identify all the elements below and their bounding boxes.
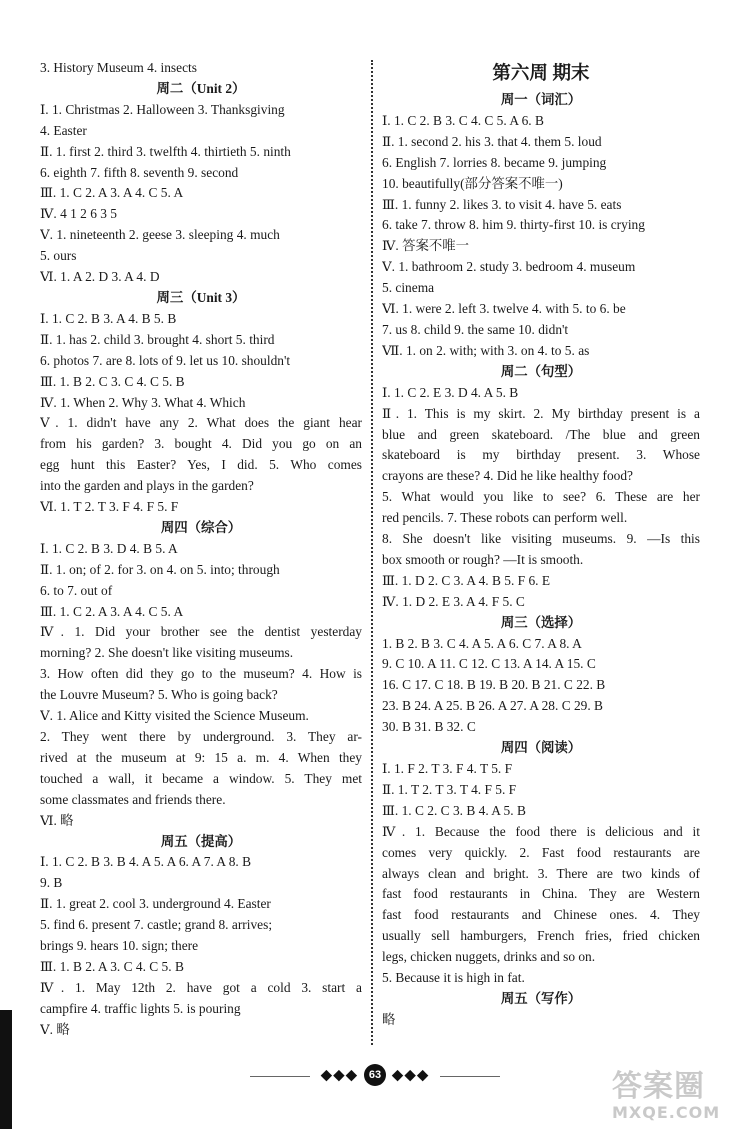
footer-diamonds-right: ◆◆◆ [391, 1065, 430, 1084]
answer-line: Ⅲ. 1. funny 2. likes 3. to visit 4. have 5. eats [382, 196, 622, 212]
answer-line: Ⅳ. 1. Did your brother see the dentist yesterday [40, 624, 362, 640]
answer-line: Ⅶ. 1. on 2. with; with 3. on 4. to 5. as [382, 342, 590, 358]
answer-line: Ⅳ. 1. May 12th 2. have got a cold 3. start a [40, 979, 362, 995]
answer-line: usually sell hamburgers, French fries, fried chicken [382, 928, 700, 944]
answer-line: rived at the museum at 9: 15 a. m. 4. When they [40, 749, 362, 765]
section-heading: 周五（提高） [160, 833, 242, 849]
answer-line: Ⅴ. 1. bathroom 2. study 3. bedroom 4. museum [382, 259, 636, 275]
answer-line: 8. She doesn't like visiting museums. 9. —Is this [382, 531, 700, 547]
section-heading: 周三（选择） [500, 614, 582, 630]
watermark-url: MXQE.COM [612, 1103, 721, 1122]
right-column-body [382, 90, 700, 1031]
answer-line: Ⅰ. 1. C 2. B 3. C 4. C 5. A 6. B [382, 112, 544, 128]
answer-line: Ⅱ. 1. great 2. cool 3. underground 4. Easter [40, 896, 271, 912]
page-edge-bar [0, 1010, 12, 1129]
answer-line: comes very quickly. 2. Fast food restaurants are [382, 844, 700, 860]
answer-line: box smooth or rough? —It is smooth. [382, 551, 584, 567]
column-divider [371, 60, 373, 1045]
left-column [40, 58, 362, 1041]
answer-line: Ⅴ. 1. didn't have any 2. What does the giant hear [40, 415, 362, 431]
section-heading: 周三（Unit 3） [156, 289, 246, 305]
footer-diamonds-left: ◆◆◆ [320, 1065, 359, 1084]
answer-line: 5. cinema [382, 280, 435, 296]
answer-line: legs, chicken nuggets, drinks and so on. [382, 949, 596, 965]
answer-line: skateboard is my birthday present. 3. Whose [382, 447, 700, 463]
answer-line: Ⅱ. 1. has 2. child 3. brought 4. short 5. third [40, 331, 275, 347]
answer-line: Ⅲ. 1. D 2. C 3. A 4. B 5. F 6. E [382, 572, 551, 588]
answer-line: 6. eighth 7. fifth 8. seventh 9. second [40, 164, 239, 180]
answer-line: Ⅴ. 1. Alice and Kitty visited the Science Museum. [40, 708, 309, 724]
answer-line: 6. photos 7. are 8. lots of 9. let us 10. shouldn't [40, 352, 291, 368]
answer-line: Ⅰ. 1. Christmas 2. Halloween 3. Thanksgiving [40, 101, 285, 117]
answer-line: some classmates and friends there. [40, 791, 226, 807]
answer-line: Ⅱ. 1. This is my skirt. 2. My birthday present is a [382, 405, 700, 421]
answer-line: Ⅵ. 略 [40, 812, 74, 828]
answer-line: Ⅱ. 1. first 2. third 3. twelfth 4. thirtieth 5. ninth [40, 143, 291, 159]
answer-line: Ⅲ. 1. B 2. C 3. C 4. C 5. B [40, 373, 185, 389]
footer-rule-left [250, 1076, 310, 1077]
answer-line: fast food restaurants and Chinese ones. 4. They [382, 907, 700, 923]
answer-line: 30. B 31. B 32. C [382, 719, 476, 735]
section-heading: 周四（阅读） [500, 740, 582, 756]
answer-line: red pencils. 7. These robots can perform well. [382, 510, 628, 526]
page-footer [250, 1062, 500, 1092]
answer-line: Ⅱ. 1. on; of 2. for 3. on 4. on 5. into; through [40, 561, 280, 577]
answer-line: 1. B 2. B 3. C 4. A 5. A 6. C 7. A 8. A [382, 635, 582, 651]
answer-line: 3. How often did they go to the museum? 4. How is [40, 666, 362, 682]
section-heading: 周二（Unit 2） [156, 80, 246, 96]
answer-line: crayons are these? 4. Did he like healthy food? [382, 468, 633, 484]
answer-line: 10. beautifully(部分答案不唯一) [382, 175, 563, 191]
answer-line: Ⅰ. 1. F 2. T 3. F 4. T 5. F [382, 761, 513, 776]
answer-line: brings 9. hears 10. sign; there [40, 938, 199, 954]
answer-line: 略 [382, 1011, 396, 1027]
answer-line: campfire 4. traffic lights 5. is pouring [40, 1000, 241, 1016]
answer-line: Ⅰ. 1. C 2. B 3. A 4. B 5. B [40, 310, 177, 326]
answer-line: Ⅳ. 1. When 2. Why 3. What 4. Which [40, 394, 246, 410]
answer-line: blue and green skateboard. /The blue and green [382, 426, 700, 442]
answer-line: 23. B 24. A 25. B 26. A 27. A 28. C 29. B [382, 698, 603, 714]
answer-line: 3. History Museum 4. insects [40, 60, 197, 75]
answer-line: 5. ours [40, 248, 77, 264]
answer-line: from his garden? 3. bought 4. Did you go on an [40, 436, 362, 452]
answer-line: Ⅰ. 1. C 2. E 3. D 4. A 5. B [382, 384, 519, 400]
answer-line: 6. English 7. lorries 8. became 9. jumping [382, 154, 607, 170]
answer-line: 5. What would you like to see? 6. These are her [382, 489, 700, 505]
answer-line: fast food restaurants in China. They are Western [382, 886, 700, 902]
answer-line: 6. take 7. throw 8. him 9. thirty-first 10. is crying [382, 217, 645, 233]
answer-line: 9. B [40, 875, 63, 891]
answer-line: 6. to 7. out of [40, 582, 113, 598]
answer-line: Ⅱ. 1. second 2. his 3. that 4. them 5. loud [382, 133, 602, 149]
answer-line: 9. C 10. A 11. C 12. C 13. A 14. A 15. C [382, 656, 596, 672]
section-heading: 周五（写作） [500, 990, 582, 1006]
answer-line: Ⅰ. 1. C 2. B 3. D 4. B 5. A [40, 540, 178, 556]
answer-line: Ⅲ. 1. B 2. A 3. C 4. C 5. B [40, 958, 184, 974]
answer-line: Ⅴ. 1. nineteenth 2. geese 3. sleeping 4. much [40, 227, 280, 243]
answer-line: always clean and bright. 3. There are two kinds of [382, 865, 700, 881]
answer-line: Ⅴ. 略 [40, 1021, 70, 1037]
page-number: 63 [364, 1064, 386, 1086]
answer-line: Ⅱ. 1. T 2. T 3. T 4. F 5. F [382, 781, 517, 797]
answer-line: Ⅲ. 1. C 2. A 3. A 4. C 5. A [40, 185, 184, 201]
section-heading: 周一（词汇） [500, 92, 582, 107]
answer-line: 16. C 17. C 18. B 19. B 20. B 21. C 22. B [382, 677, 606, 693]
right-column [382, 58, 700, 1031]
answer-line: 5. find 6. present 7. castle; grand 8. arrives; [40, 917, 273, 933]
answer-line: into the garden and plays in the garden? [40, 478, 254, 494]
answer-line: Ⅵ. 1. T 2. T 3. F 4. F 5. F [40, 499, 179, 515]
answer-line: Ⅳ. 1. Because the food there is delicious and it [382, 823, 700, 839]
week-title: 第六周 期末 [492, 64, 590, 84]
answer-line: touched a wall, it became a window. 5. They met [40, 770, 362, 786]
answer-line: 7. us 8. child 9. the same 10. didn't [382, 321, 569, 337]
section-heading: 周四（综合） [160, 519, 242, 535]
answer-line: 4. Easter [40, 122, 87, 138]
answer-line: 2. They went there by underground. 3. They ar- [40, 729, 362, 744]
answer-line: egg hunt this Easter? Yes, I did. 5. Who comes [40, 457, 362, 473]
watermark-logo-text: 答案圈 [612, 1069, 705, 1104]
watermark [612, 1070, 742, 1126]
answer-line: morning? 2. She doesn't like visiting museums. [40, 645, 294, 661]
answer-line: Ⅲ. 1. C 2. C 3. B 4. A 5. B [382, 802, 526, 818]
answer-line: Ⅲ. 1. C 2. A 3. A 4. C 5. A [40, 603, 184, 619]
answer-line: Ⅵ. 1. were 2. left 3. twelve 4. with 5. to 6. be [382, 301, 626, 317]
footer-ornament [310, 1064, 440, 1086]
answer-line: 5. Because it is high in fat. [382, 970, 525, 986]
answer-line: Ⅰ. 1. C 2. B 3. B 4. A 5. A 6. A 7. A 8. B [40, 854, 252, 870]
answer-line: Ⅳ. 答案不唯一 [382, 238, 470, 254]
section-heading: 周二（句型） [500, 363, 582, 379]
answer-line: the Louvre Museum? 5. Who is going back? [40, 687, 278, 703]
answer-line: Ⅳ. 4 1 2 6 3 5 [40, 206, 117, 222]
answer-line: Ⅵ. 1. A 2. D 3. A 4. D [40, 269, 160, 285]
answer-line: Ⅳ. 1. D 2. E 3. A 4. F 5. C [382, 593, 525, 609]
footer-rule-right [440, 1076, 500, 1077]
